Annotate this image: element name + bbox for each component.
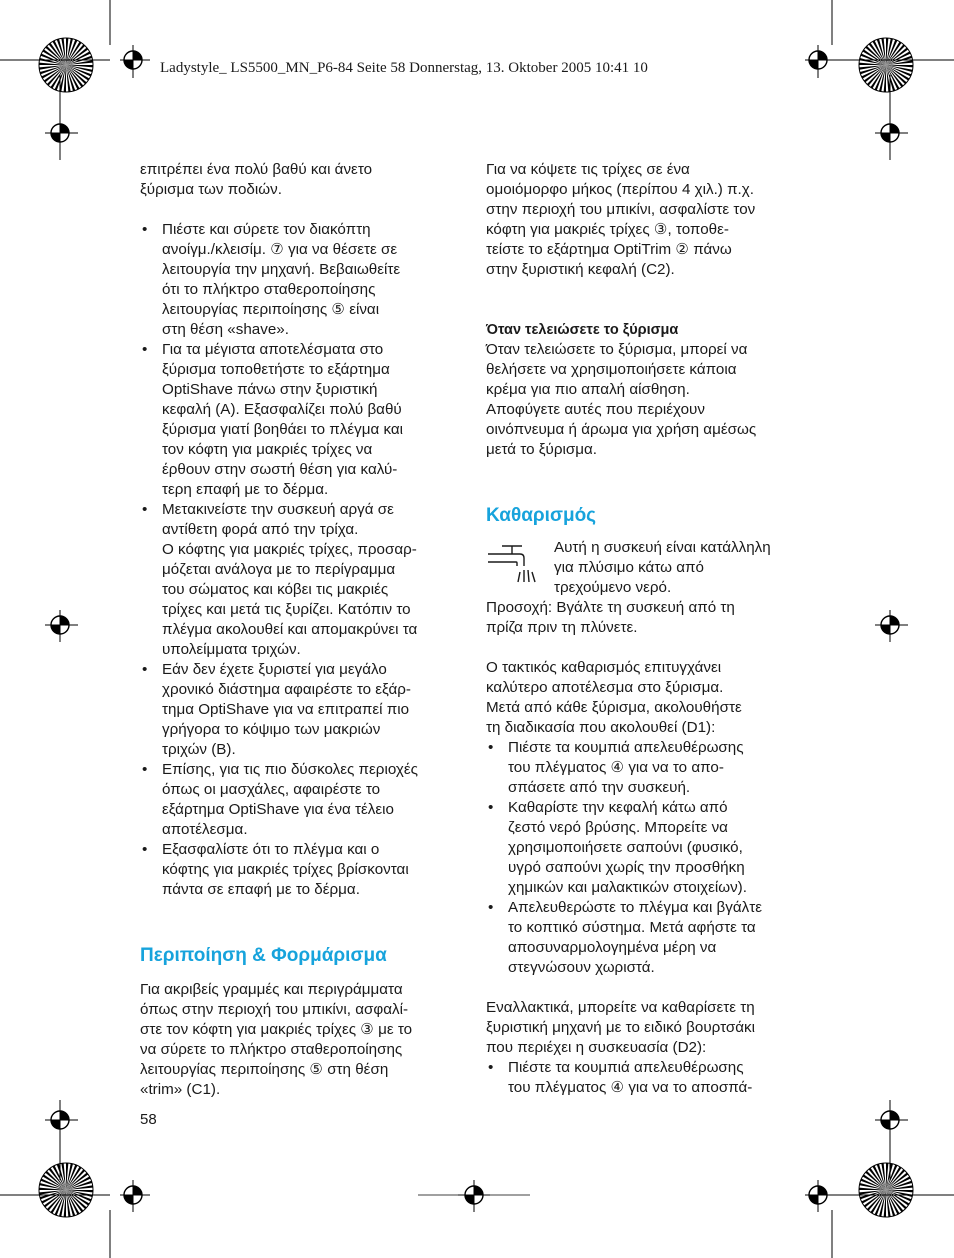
cleaning-d2-list [486,1058,812,1098]
tap-water-note: Αυτή η συσκευή είναι κατάλληλη για πλύσιμο κάτω από τρεχούμενο νερό. [486,538,812,598]
list-item: • Πιέστε και σύρετε τον διακόπτη ανοίγμ./κλεισίμ. ⑦ για να θέσετε σε λειτουργία την μηχανή. Βεβαιωθείτε ότι το πλήκτρο σταθεροποίησης λειτουργίας περιποίησης ⑤ είναι στη θέση «shave». [140,220,470,340]
print-header: Ladystyle_ LS5500_MN_P6-84 Seite 58 Donnerstag, 13. Oktober 2005 10:41 10 [160,60,648,76]
starburst-mark-icon [859,38,913,92]
regular-cleaning-paragraph: Ο τακτικός καθαρισμός επιτυγχάνει καλύτερο αποτέλεσμα στο ξύρισμα. Μετά από κάθε ξύρισμα, ακολουθήστε τη διαδικασία που ακολουθεί (D1): [486,659,742,736]
intro-paragraph: επιτρέπει ένα πολύ βαθύ και άνετο ξύρισμα των ποδιών. [140,161,373,198]
caution-paragraph: Προσοχή: Βγάλτε τη συσκευή από τη πρίζα πριν τη πλύνετε. [486,599,735,636]
starburst-mark-icon [39,38,93,92]
shaving-bullet-list [140,220,470,900]
cleaning-d1-list [486,738,812,978]
list-item: • Μετακινείστε την συσκευή αργά σε αντίθετη φορά από την τρίχα. Ο κόφτης για μακριές τρίχες, προσαρ- μόζεται ανάλογα με το περίγραμμα του σώματος και κόβει τις μακριές τρίχες και μετά τις ξυρίζει. Κατόπιν το πλέγμα ακολουθεί και απομακρύνει τα υπολείμματα τριχών. [140,500,470,660]
water-tap-icon [486,540,546,596]
list-item: • Καθαρίστε την κεφαλή κάτω από ζεστό νερό βρύσης. Μπορείτε να χρησιμοποιήσετε σαπούνι (φυσικό, υγρό σαπούνι χωρίς την προσθήκη χημικών και μαλακτικών στοιχείων). [486,798,812,898]
list-item: • Επίσης, για τις πιο δύσκολες περιοχές όπως οι μασχάλες, αφαιρέστε το εξάρτημα OptiShave για ένα τέλειο αποτέλεσμα. [140,760,470,840]
list-item: • Εξασφαλίστε ότι το πλέγμα και ο κόφτης για μακριές τρίχες βρίσκονται πάντα σε επαφή με το δέρμα. [140,840,470,900]
list-item: • Πιέστε τα κουμπιά απελευθέρωσης του πλέγματος ④ για να το απο- σπάσετε από την συσκευή. [486,738,812,798]
list-item: • Εάν δεν έχετε ξυριστεί για μεγάλο χρονικό διάστημα αφαιρέστε το εξάρ- τημα OptiShave για να επιτραπεί πιο γρήγορα το κόψιμο των μακριών τριχών (B). [140,660,470,760]
section-heading-cleaning: Καθαρισμός [486,505,597,526]
after-shaving-paragraph: Όταν τελειώσετε το ξύρισμα, μπορεί να θελήσετε να χρησιμοποιήσετε κάποια κρέμα για πιο απαλή αίσθηση. Αποφύγετε αυτές που περιέχουν οινόπνευμα ή άρωμα για χρήση αμέσως μετά το ξύρισμα. [486,341,757,458]
starburst-mark-icon [39,1163,93,1217]
right-column [486,160,812,1098]
list-item: • Για τα μέγιστα αποτελέσματα στο ξύρισμα τοποθετήστε το εξάρτημα OptiShave πάνω στην ξυριστική κεφαλή (A). Εξασφαλίζει πολύ βαθύ ξύρισμα γιατί βοηθάει το πλέγμα και τον κόφτη για μακριές τρίχες να έρθουν στην σωστή θέση για καλύ- τερη επαφή με το δέρμα. [140,340,470,500]
alternative-cleaning-paragraph: Εναλλακτικά, μπορείτε να καθαρίσετε τη ξυριστική μηχανή με το ειδικό βουρτσάκι που περιέχει η συσκευασία (D2): [486,999,755,1056]
starburst-mark-icon [859,1163,913,1217]
section-heading-trimming: Περιποίηση & Φορμάρισμα [140,945,387,966]
page-number: 58 [140,1111,157,1128]
trim-paragraph: Για ακριβείς γραμμές και περιγράμματα όπως στην περιοχή του μπικίνι, ασφαλί- στε τον κόφτη για μακριές τρίχες ③ με το να σύρετε το πλήκτρο σταθεροποίησης λειτουργίας περιποίησης ⑤ στη θέση «trim» (C1). [140,981,413,1098]
subheading-after-shaving: Όταν τελειώσετε το ξύρισμα [486,322,679,338]
left-column [140,160,470,1100]
optitrim-paragraph: Για να κόψετε τις τρίχες σε ένα ομοιόμορφο μήκος (περίπου 4 χιλ.) π.χ. στην περιοχή του μπικίνι, ασφαλίστε τον κόφτη για μακριές τρίχες ③, τοποθε- τείστε το εξάρτημα OptiTrim ② πάνω στην ξυριστική κεφαλή (C2). [486,161,756,278]
list-item: • Απελευθερώστε το πλέγμα και βγάλτε το κοπτικό σύστημα. Μετά αφήστε τα αποσυναρμολογημένα μέρη να στεγνώσουν χωριστά. [486,898,812,978]
list-item: • Πιέστε τα κουμπιά απελευθέρωσης του πλέγματος ④ για να το αποσπά- [486,1058,812,1098]
